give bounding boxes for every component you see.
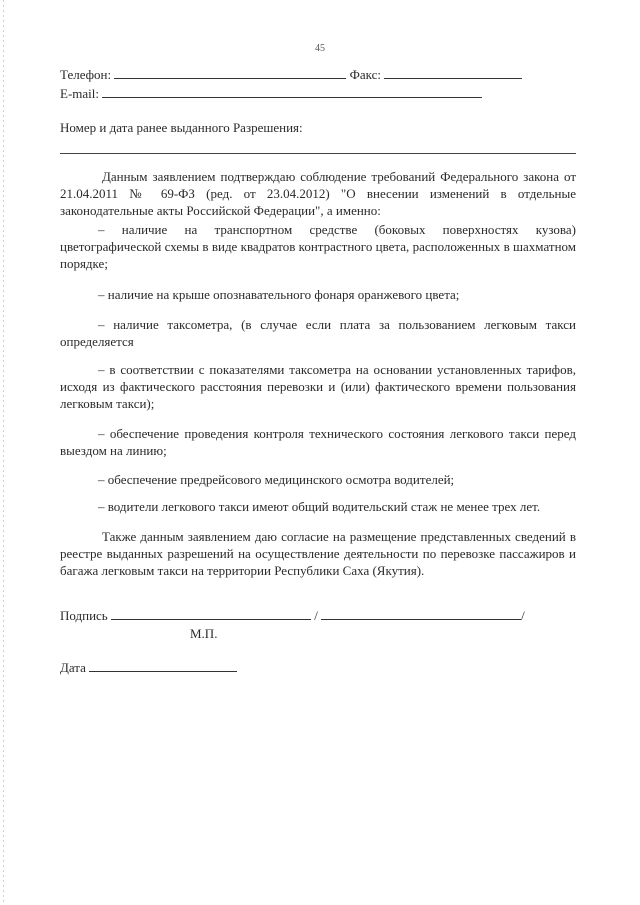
signature-field[interactable]	[111, 608, 311, 620]
signature-row	[60, 608, 525, 624]
phone-fax-row	[60, 67, 522, 83]
requirement-item: – обеспечение проведения контроля технического состояния легкового такси перед выездом на линию;	[60, 426, 576, 458]
requirement-item: – наличие на транспортном средстве (боковых поверхностях кузова) цветографической схемы в виде квадратов контрастного цвета, расположенных в шахматном порядке;	[60, 222, 576, 271]
requirement-item: – наличие на крыше опознавательного фонаря оранжевого цвета;	[98, 287, 460, 302]
signature-separator-end: /	[521, 608, 525, 623]
fax-label: Факс:	[349, 67, 382, 82]
signature-separator: /	[314, 608, 318, 623]
page-number: 45	[315, 43, 325, 54]
requirement-item: – наличие таксометра, (в случае если плата за пользованием легковым такси определяется	[60, 317, 576, 349]
stamp-label: М.П.	[190, 626, 218, 641]
email-field[interactable]	[102, 86, 482, 98]
email-label: E-mail:	[60, 86, 99, 101]
declaration-intro: Данным заявлением подтверждаю соблюдение требований Федерального закона от 21.04.2011 № 69-ФЗ (ред. от 23.04.2012) "О внесении изменений в отдельные законодательные акты Российской Федерации", а именно:	[60, 169, 576, 218]
email-row	[60, 86, 482, 102]
prev-permit-label: Номер и дата ранее выданного Разрешения:	[60, 120, 303, 135]
date-field[interactable]	[89, 660, 237, 672]
date-label: Дата	[60, 660, 86, 675]
requirement-item: – в соответствии с показателями таксометра на основании установленных тарифов, исходя из фактического расстояния перевозки и (или) фактического времени пользования легковым такси);	[60, 362, 576, 411]
requirement-item: – обеспечение предрейсового медицинского осмотра водителей;	[98, 472, 455, 487]
prev-permit-field[interactable]	[60, 153, 576, 154]
scan-edge	[3, 0, 4, 905]
phone-label: Телефон:	[60, 67, 112, 82]
phone-field[interactable]	[114, 67, 346, 79]
consent-text: Также данным заявлением даю согласие на размещение представленных сведений в реестре выданных разрешений на осуществление деятельности по перевозке пассажиров и багажа легковым такси на территории Республики Саха (Якутия).	[60, 529, 576, 578]
signature-label: Подпись	[60, 608, 108, 623]
requirement-item: – водители легкового такси имеют общий водительский стаж не менее трех лет.	[98, 499, 541, 514]
date-row	[60, 660, 237, 676]
fax-field[interactable]	[384, 67, 522, 79]
signature-name-field[interactable]	[321, 608, 521, 620]
